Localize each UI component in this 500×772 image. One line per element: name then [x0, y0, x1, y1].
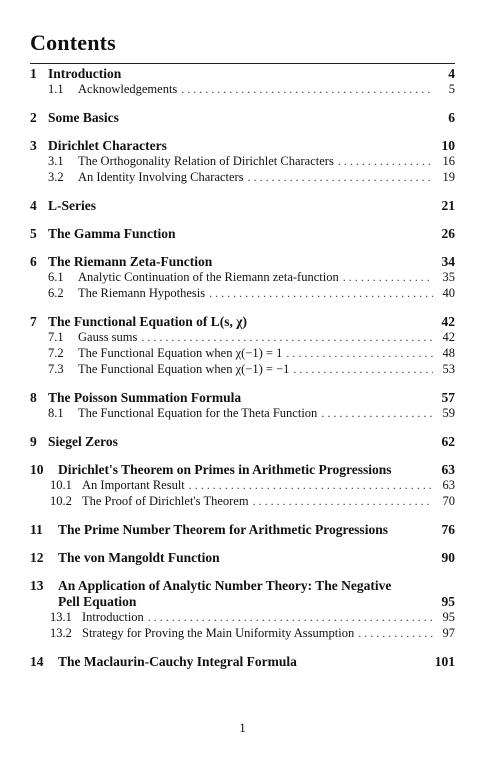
- page-number: 40: [442, 286, 455, 300]
- section-number: 10.1: [50, 478, 72, 492]
- toc-chapter-9: [30, 434, 455, 451]
- section-title: The Proof of Dirichlet's Theorem: [82, 494, 249, 508]
- chapter-number: 1: [30, 66, 37, 81]
- dot-leader: [293, 362, 433, 377]
- page-number: 76: [441, 522, 455, 537]
- page-number: 21: [441, 198, 455, 213]
- chapter-number: 7: [30, 314, 37, 329]
- toc-section-10-1: [30, 478, 455, 495]
- page-number: 53: [442, 362, 455, 376]
- page-number: 26: [441, 226, 455, 241]
- section-title: The Functional Equation for the Theta Function: [78, 406, 318, 420]
- toc-chapter-3: [30, 138, 455, 155]
- page-number: 63: [442, 478, 455, 492]
- toc-chapter-13: [30, 578, 455, 595]
- section-title: The Functional Equation when χ(−1) = −1: [78, 362, 290, 376]
- chapter-number: 5: [30, 226, 37, 241]
- page-number: 90: [441, 550, 455, 565]
- footer-page-number: 1: [239, 720, 246, 735]
- chapter-title: An Application of Analytic Number Theory: The Negative: [58, 578, 392, 593]
- chapter-number: 3: [30, 138, 37, 153]
- chapter-title: Some Basics: [48, 110, 119, 125]
- toc-chapter-10: [30, 462, 455, 479]
- section-title: The Orthogonality Relation of Dirichlet Characters: [78, 154, 334, 168]
- toc-chapter-1: [30, 66, 455, 83]
- chapter-number: 6: [30, 254, 37, 269]
- section-title: The Functional Equation when χ(−1) = 1: [78, 346, 283, 360]
- page-number: 95: [442, 610, 455, 624]
- dot-leader: [321, 406, 433, 421]
- section-number: 3.2: [48, 170, 64, 184]
- section-number: 3.1: [48, 154, 64, 168]
- section-number: 1.1: [48, 82, 64, 96]
- toc-chapter-6: [30, 254, 455, 271]
- chapter-title: Dirichlet's Theorem on Primes in Arithmetic Progressions: [58, 462, 392, 477]
- page-number: 59: [442, 406, 455, 420]
- chapter-number: 9: [30, 434, 37, 449]
- table-of-contents: [30, 63, 455, 669]
- toc-chapter-7: [30, 314, 455, 331]
- section-number: 7.2: [48, 346, 64, 360]
- chapter-number: 14: [30, 654, 44, 669]
- chapter-title: The von Mangoldt Function: [58, 550, 220, 565]
- page-number: 34: [441, 254, 455, 269]
- section-title: Analytic Continuation of the Riemann zeta-function: [78, 270, 339, 284]
- chapter-number: 2: [30, 110, 37, 125]
- page-number: 42: [442, 330, 455, 344]
- chapter-title: Introduction: [48, 66, 122, 81]
- toc-section-13-2: [30, 626, 455, 643]
- toc-chapter-2: [30, 110, 455, 127]
- toc-section-13-1: [30, 610, 455, 627]
- page-number: 62: [441, 434, 455, 449]
- page-number: 19: [442, 170, 455, 184]
- section-number: 6.1: [48, 270, 64, 284]
- section-title: Strategy for Proving the Main Uniformity Assumption: [82, 626, 355, 640]
- page-number: 101: [434, 654, 455, 669]
- toc-chapter-8: [30, 390, 455, 407]
- chapter-title: Dirichlet Characters: [48, 138, 167, 153]
- toc-chapter-11: [30, 522, 455, 539]
- section-number: 7.1: [48, 330, 64, 344]
- section-title: An Important Result: [82, 478, 185, 492]
- section-title: The Riemann Hypothesis: [78, 286, 206, 300]
- page-number: 63: [441, 462, 455, 477]
- dot-leader: [248, 170, 433, 185]
- page-number: 97: [442, 626, 455, 640]
- dot-leader: [358, 626, 433, 641]
- chapter-title: The Poisson Summation Formula: [48, 390, 242, 405]
- chapter-number: 4: [30, 198, 37, 213]
- page-number: 6: [448, 110, 455, 125]
- dot-leader: [286, 346, 433, 361]
- toc-chapter-14: [30, 654, 455, 671]
- toc-section-10-2: [30, 494, 455, 511]
- toc-section-3-2: [30, 170, 455, 187]
- toc-chapter-13-continued: [30, 594, 455, 611]
- chapter-title: The Prime Number Theorem for Arithmetic Progressions: [58, 522, 388, 537]
- section-number: 7.3: [48, 362, 64, 376]
- toc-section-3-1: [30, 154, 455, 171]
- chapter-title: The Gamma Function: [48, 226, 176, 241]
- chapter-title: L-Series: [48, 198, 96, 213]
- dot-leader: [338, 154, 433, 169]
- page-title: Contents: [30, 30, 116, 55]
- chapter-number: 8: [30, 390, 37, 405]
- toc-section-7-2: [30, 346, 455, 363]
- section-number: 6.2: [48, 286, 64, 300]
- toc-chapter-5: [30, 226, 455, 243]
- page-number: 95: [441, 594, 455, 609]
- page-number: 70: [442, 494, 455, 508]
- chapter-title: Pell Equation: [58, 594, 137, 609]
- chapter-number: 12: [30, 550, 44, 565]
- toc-section-1-1: [30, 82, 455, 99]
- chapter-title: Siegel Zeros: [48, 434, 118, 449]
- section-number: 13.2: [50, 626, 72, 640]
- section-number: 8.1: [48, 406, 64, 420]
- page-number: 35: [442, 270, 455, 284]
- toc-chapter-4: [30, 198, 455, 215]
- chapter-number: 13: [30, 578, 44, 593]
- dot-leader: [141, 330, 433, 345]
- toc-chapter-12: [30, 550, 455, 567]
- section-title: An Identity Involving Characters: [78, 170, 244, 184]
- toc-section-8-1: [30, 406, 455, 423]
- section-number: 10.2: [50, 494, 72, 508]
- page-number: 16: [442, 154, 455, 168]
- chapter-title: The Riemann Zeta-Function: [48, 254, 213, 269]
- page-number: 42: [441, 314, 455, 329]
- section-title: Introduction: [82, 610, 144, 624]
- section-number: 13.1: [50, 610, 72, 624]
- dot-leader: [343, 270, 433, 285]
- page-number: 10: [441, 138, 455, 153]
- chapter-title: The Functional Equation of L(s, χ): [48, 314, 248, 329]
- dot-leader: [209, 286, 433, 301]
- toc-page: [30, 0, 455, 772]
- dot-leader: [189, 478, 433, 493]
- dot-leader: [253, 494, 433, 509]
- page-number: 4: [448, 66, 455, 81]
- toc-section-6-2: [30, 286, 455, 303]
- page-number: 48: [442, 346, 455, 360]
- toc-section-7-3: [30, 362, 455, 379]
- toc-section-6-1: [30, 270, 455, 287]
- dot-leader: [181, 82, 433, 97]
- chapter-number: 10: [30, 462, 44, 477]
- toc-section-7-1: [30, 330, 455, 347]
- dot-leader: [148, 610, 433, 625]
- page-number: 57: [441, 390, 455, 405]
- section-title: Gauss sums: [78, 330, 138, 344]
- chapter-number: 11: [30, 522, 43, 537]
- page-number: 5: [448, 82, 455, 96]
- chapter-title: The Maclaurin-Cauchy Integral Formula: [58, 654, 297, 669]
- section-title: Acknowledgements: [78, 82, 178, 96]
